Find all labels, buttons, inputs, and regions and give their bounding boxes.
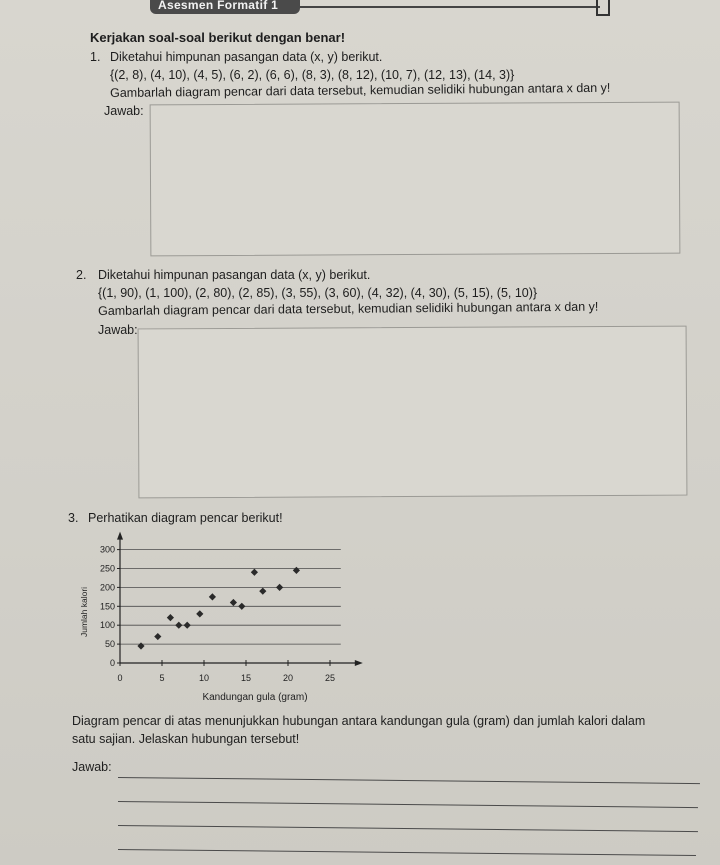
y-axis-arrow — [117, 532, 123, 540]
x-tick-label-25: 25 — [324, 673, 336, 683]
y-tick-label-0: 0 — [109, 658, 115, 668]
q2-instruction: Gambarlah diagram pencar dari data tersebut, kemudian selidiki hubungan antara x dan y! — [98, 299, 599, 318]
x-tick-label-15: 15 — [240, 673, 252, 683]
y-tick-label-200: 200 — [99, 582, 115, 593]
q1-answer-label: Jawab: — [104, 104, 144, 118]
q2-line1: Diketahui himpunan pasangan data (x, y) berikut. — [98, 268, 371, 282]
q3-description-line1: Diagram pencar di atas menunjukkan hubungan antara kandungan gula (gram) dan jumlah kalori dalam — [72, 714, 646, 728]
answer-line-1[interactable] — [118, 777, 700, 784]
y-tick-label-50: 50 — [104, 639, 115, 650]
q3-number: 3. — [68, 511, 79, 525]
header-box — [596, 0, 610, 16]
x-tick-label-10: 10 — [198, 673, 210, 683]
q1-data-set: {(2, 8), (4, 10), (4, 5), (6, 2), (6, 6), (8, 3), (8, 12), (10, 7), (12, 13), (14, 3)} — [110, 68, 515, 82]
x-tick-label-5: 5 — [159, 673, 165, 683]
scatter-point-12 — [276, 584, 283, 591]
q2-answer-box[interactable] — [138, 326, 688, 499]
q3-answer-label: Jawab: — [72, 760, 112, 774]
y-axis-label: Jumlah kalori — [79, 586, 89, 638]
axis-layer — [117, 532, 363, 666]
scatter-point-8 — [230, 599, 237, 606]
scatter-point-5 — [184, 622, 191, 629]
grid-layer — [120, 550, 341, 645]
q2-data-set: {(1, 90), (1, 100), (2, 80), (2, 85), (3, 55), (3, 60), (4, 32), (4, 30), (5, 15), (5, 10)} — [98, 286, 538, 300]
q1-instruction: Gambarlah diagram pencar dari data tersebut, kemudian selidiki hubungan antara x dan y! — [110, 80, 611, 100]
scatter-point-11 — [259, 588, 266, 595]
y-tick-label-250: 250 — [99, 563, 115, 574]
point-layer — [137, 567, 300, 650]
scatter-point-7 — [209, 593, 216, 600]
scatter-point-6 — [196, 610, 203, 617]
x-axis-arrow — [355, 660, 363, 666]
q3-line1: Perhatikan diagram pencar berikut! — [88, 511, 283, 525]
q1-number: 1. — [90, 50, 101, 64]
y-tick-label-150: 150 — [99, 601, 115, 612]
scatter-point-1 — [137, 642, 144, 649]
scatter-point-2 — [154, 633, 161, 640]
scatter-point-9 — [238, 603, 245, 610]
scatter-point-13 — [293, 567, 300, 574]
q1-answer-box[interactable] — [150, 102, 681, 257]
instructions-heading: Kerjakan soal-soal berikut dengan benar! — [90, 30, 346, 45]
scatter-point-10 — [251, 569, 258, 576]
scatter-point-4 — [175, 622, 182, 629]
q1-line1: Diketahui himpunan pasangan data (x, y) berikut. — [110, 50, 383, 64]
answer-line-4[interactable] — [118, 849, 696, 856]
x-tick-label-0: 0 — [117, 673, 123, 683]
answer-line-2[interactable] — [118, 801, 698, 808]
scatter-point-3 — [167, 614, 174, 621]
tick-layer — [100, 545, 335, 683]
x-axis-label: Kandungan gula (gram) — [202, 692, 308, 703]
header-title: Asesmen Formatif 1 — [158, 0, 279, 12]
q3-description-line2: satu sajian. Jelaskan hubungan tersebut! — [72, 732, 300, 746]
answer-line-3[interactable] — [118, 825, 698, 832]
scatter-chart — [72, 530, 372, 710]
x-tick-label-20: 20 — [282, 673, 294, 683]
q2-answer-label: Jawab: — [98, 323, 138, 337]
q2-number: 2. — [76, 268, 87, 282]
header-rule — [300, 6, 600, 8]
y-tick-label-300: 300 — [99, 544, 115, 555]
y-tick-label-100: 100 — [99, 620, 115, 631]
